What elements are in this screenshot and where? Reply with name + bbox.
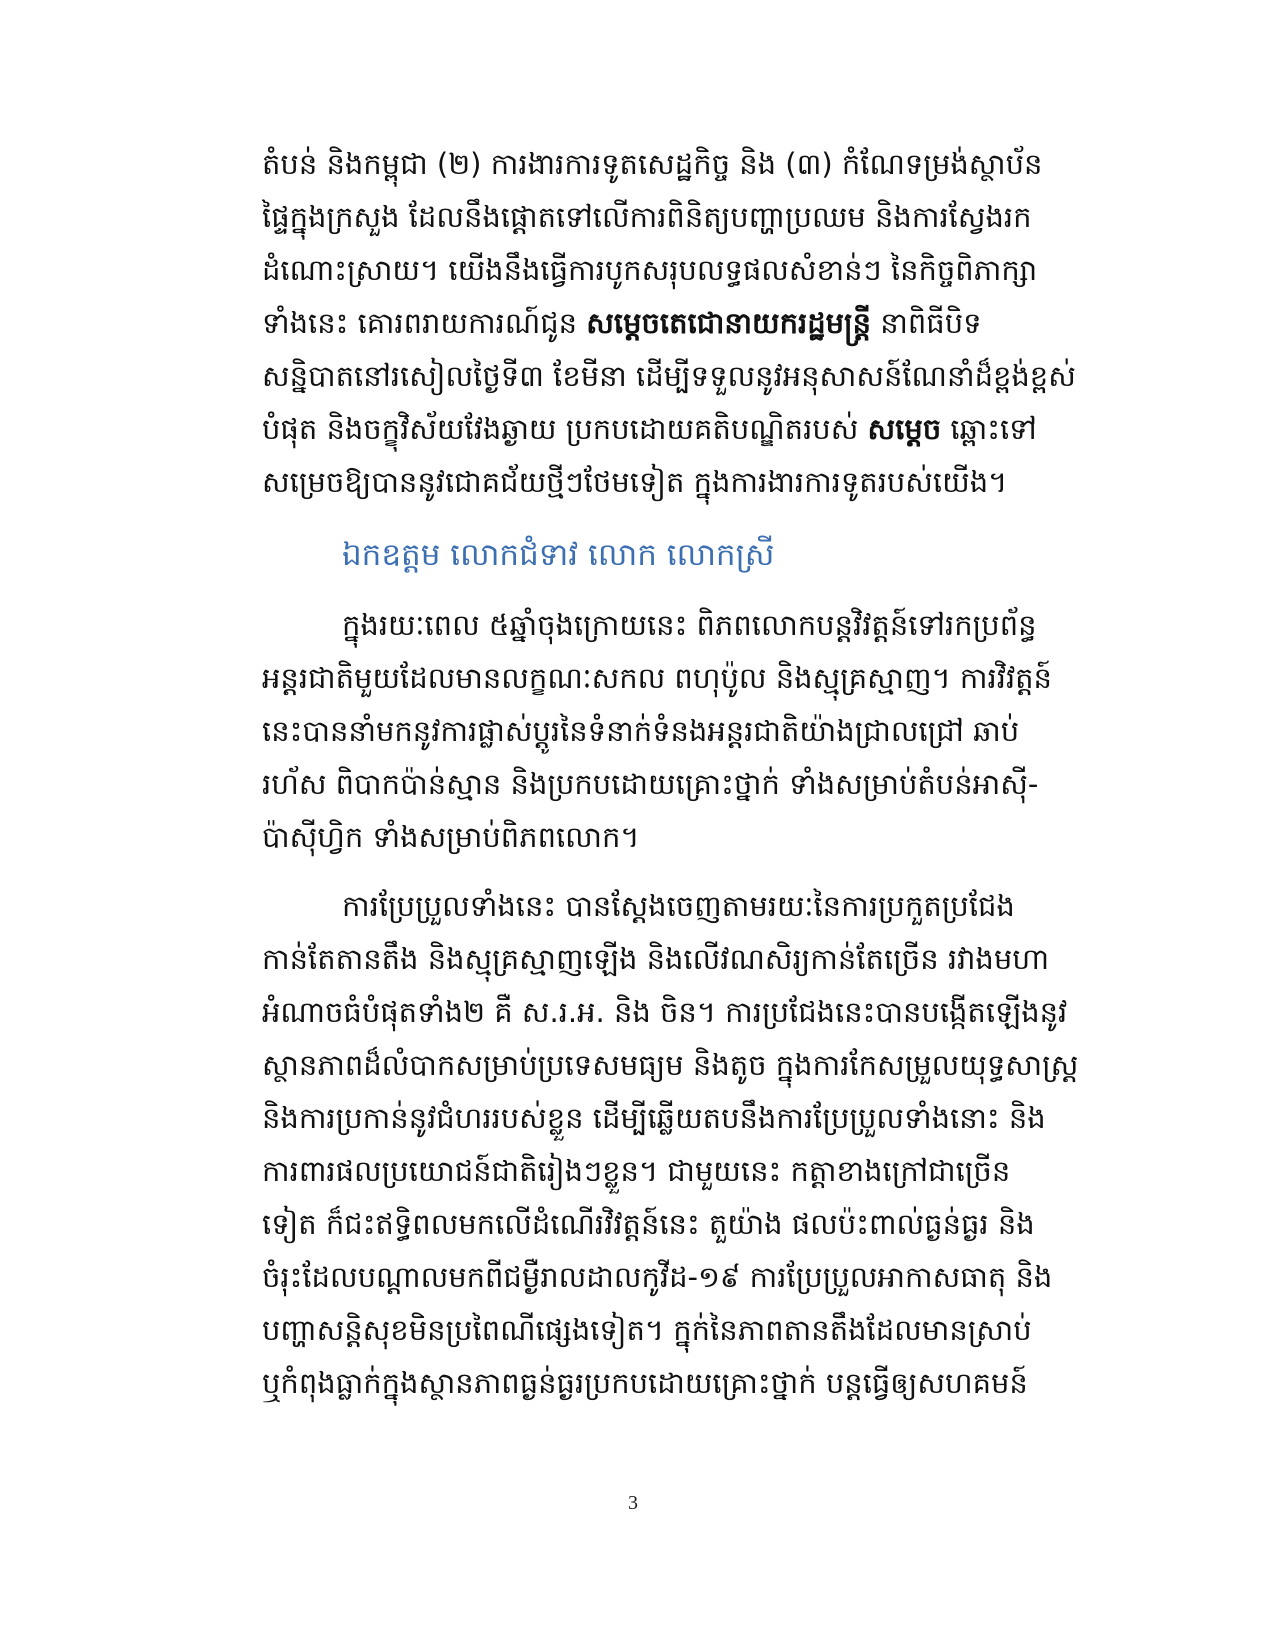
paragraph-line: កាន់តែតានតឹង និងស្មុគ្រស្មាញឡើង និងលើវណសិរ្យកាន់តែច្រើន រវាងមហា [262,942,1050,976]
paragraph-line: ដំណោះស្រាយ។ យើងនឹងធ្វើការបូកសរុបលទ្ធផលសំខាន់ៗ នៃកិច្ចពិភាក្សា [262,253,1038,287]
text-run: បំផុត និងចក្ខុវិស័យវែងឆ្ងាយ ប្រកបដោយគតិបណ្ឌិតរបស់ [262,412,868,446]
paragraph-line [262,403,1108,456]
paragraph-line: ផ្ទៃក្នុងក្រសួង ដែលនឹងផ្តោតទៅលើការពិនិត្យបញ្ហាប្រឈម និងការស្វែងរក [262,200,1032,234]
paragraph-line: ឬកំពុងធ្លាក់ក្នុងស្ថានភាពធ្ងន់ធ្ងរប្រកបដោយគ្រោះថ្នាក់ បន្តធ្វើឲ្យសហគមន៍ [262,1366,1028,1400]
paragraph-line: ការប្រែប្រួលទាំងនេះ បានស្តែងចេញតាមរយៈនៃការប្រកួតប្រជែង [342,889,1015,923]
paragraph-line: អន្តរជាតិមួយដែលមានលក្ខណៈសកល ពហុប៉ូល និងស្មុគ្រស្មាញ។ ការវិវត្តន៍ [262,661,1052,695]
paragraph-line: និងការប្រកាន់នូវជំហររបស់ខ្លួន ដើម្បីឆ្លើយតបនឹងការប្រែប្រួលទាំងនោះ និង [262,1101,1046,1135]
paragraph-line: ក្នុងរយៈពេល ៥ឆ្នាំចុងក្រោយនេះ ពិភពលោកបន្តវិវត្តន៍ទៅរកប្រព័ន្ធ [342,608,1037,642]
paragraph-line: សម្រេចឱ្យបាននូវជោគជ័យថ្មីៗថែមទៀត ក្នុងការងារការទូតរបស់យើង។ [262,465,1008,499]
paragraph-1 [262,138,1108,509]
paragraph-line: នេះបាននាំមកនូវការផ្លាស់ប្តូរនៃទំនាក់ទំនងអន្តរជាតិយ៉ាងជ្រាលជ្រៅ ឆាប់ [262,714,1020,748]
paragraph-line [262,297,1108,350]
paragraph-3 [262,880,1108,1410]
paragraph-gap [262,864,1108,880]
paragraph-line: បញ្ហាសន្តិសុខមិនប្រពៃណីផ្សេងទៀត។ ក្នុក់នៃភាពតានតឹងដែលមានស្រាប់ [262,1313,1032,1347]
paragraph-line: ទៀត ក៏ជះឥទ្ធិពលមកលើដំណើរវិវត្តន៍នេះ តួយ៉ាង ផលប៉ះពាល់ធ្ងន់ធ្ងរ និង [262,1207,1035,1241]
paragraph-line: ស្ថានភាពដ៏លំបាកសម្រាប់ប្រទេសមធ្យម និងតូច ក្នុងការកែសម្រួលយុទ្ធសាស្ត្រ [262,1048,1079,1082]
paragraph-line: ចំរុះដែលបណ្តាលមកពីជម្ងឺរាលដាលកូវីដ-១៩ ការប្រែប្រួលអាកាសធាតុ និង [262,1260,1053,1294]
paragraph-line: អំណាចធំបំផុតទាំង២ គឺ ស.រ.អ. និង ចិន។ ការប្រជែងនេះបានបង្កើតឡើងនូវ [262,995,1068,1029]
paragraph-2 [262,599,1108,864]
bold-title-prime-minister: សម្តេចតេជោនាយករដ្ឋមន្ត្រី [586,306,872,340]
text-run: ទាំងនេះ គោរពរាយការណ៍ជូន [262,306,587,340]
paragraph-line: រហ័ស ពិបាកប៉ាន់ស្មាន និងប្រកបដោយគ្រោះថ្នាក់ ទាំងសម្រាប់តំបន់អាស៊ី- [262,767,1039,801]
page-number: 3 [628,1492,638,1514]
paragraph-line: ប៉ាស៊ីហ្វិក ទាំងសម្រាប់ពិភពលោក។ [262,820,640,854]
text-run: ឆ្ពោះទៅ [941,412,1037,446]
paragraph-line: តំបន់ និងកម្ពុជា (២) ការងារការទូតសេដ្ឋកិច្ច និង (៣) កំណែទម្រង់ស្ថាប័ន [262,147,1043,181]
bold-title-samdech: សម្តេច [867,412,942,446]
section-heading: ឯកឧត្តម លោកជំទាវ លោក លោកស្រី [342,537,775,573]
document-page [262,138,1108,1410]
paragraph-line: ការពារផលប្រយោជន៍ជាតិរៀងៗខ្លួន។ ជាមួយនេះ កត្តាខាងក្រៅជាច្រើន [262,1154,1011,1188]
paragraph-line: សន្និបាតនៅរសៀលថ្ងៃទី៣ ខែមីនា ដើម្បីទទួលនូវអនុសាសន៍ណែនាំដ៏ខ្ពង់ខ្ពស់ [262,359,1076,393]
text-run: នាពិធីបិទ [871,306,982,340]
